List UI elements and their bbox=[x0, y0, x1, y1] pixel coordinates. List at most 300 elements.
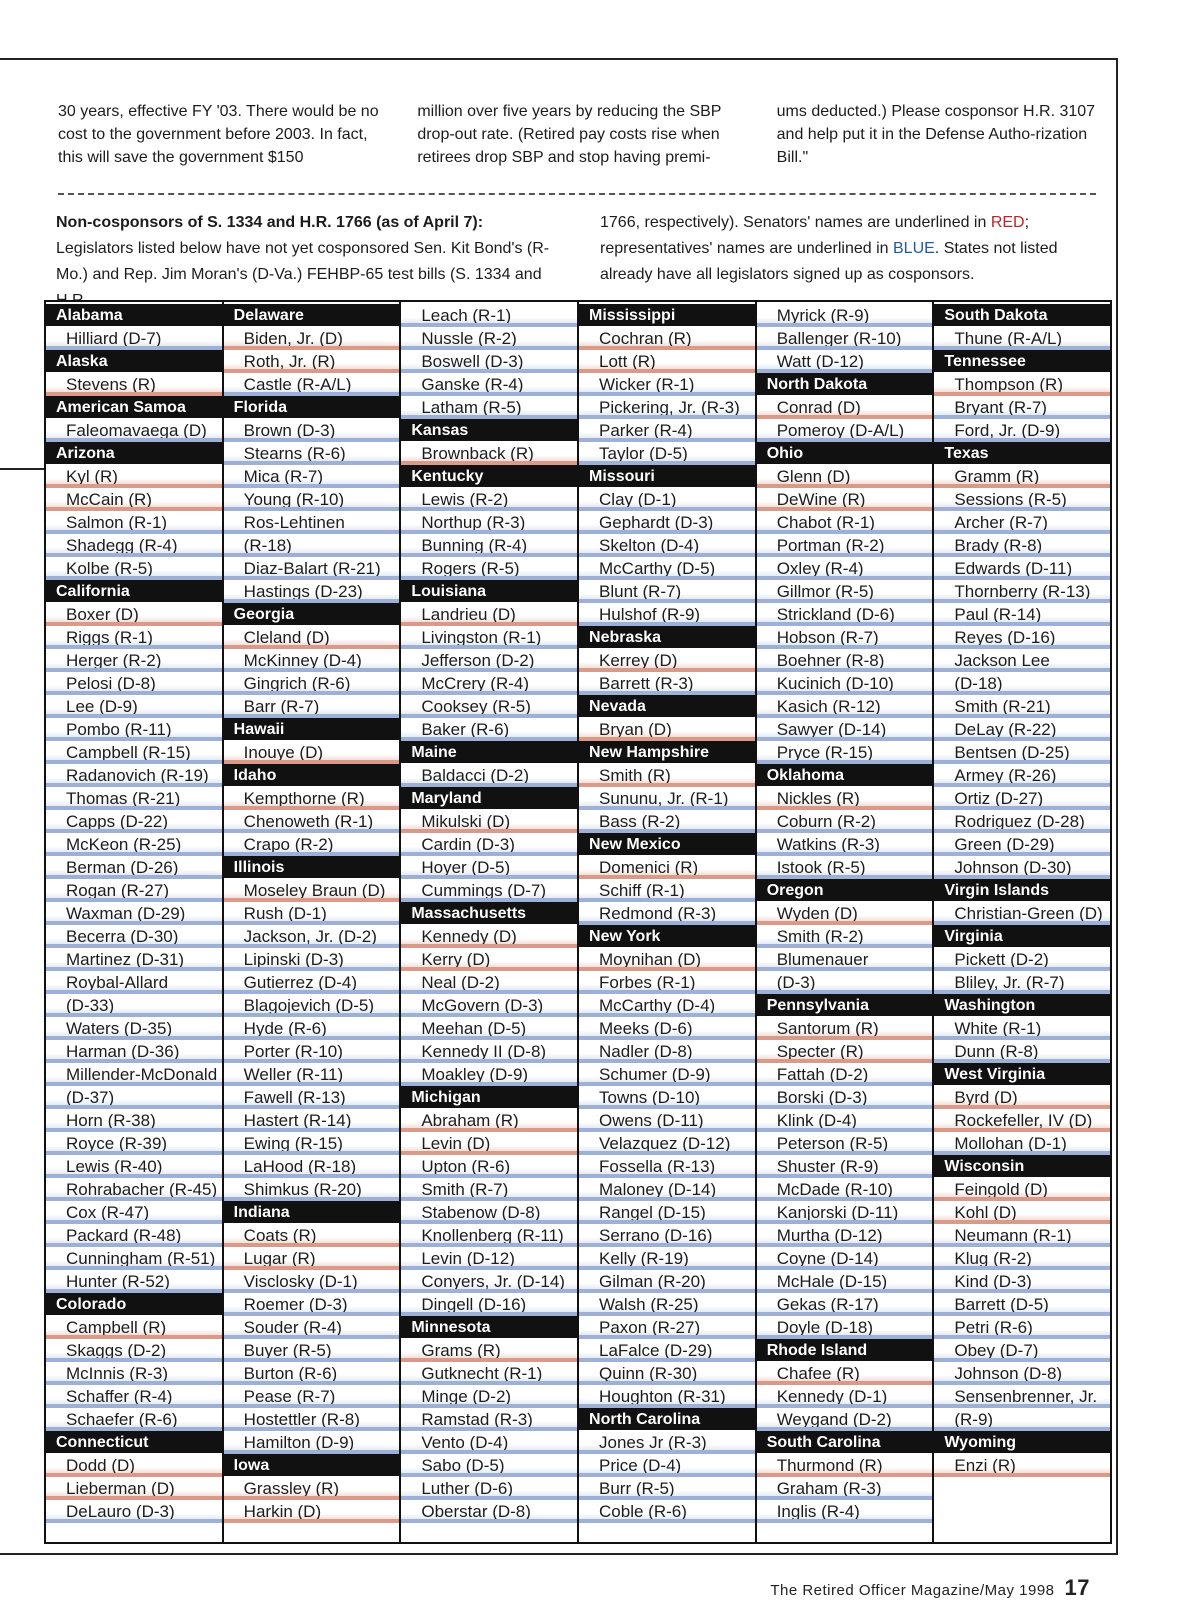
representative-entry: Ortiz (D-27) bbox=[934, 787, 1110, 810]
state-header: Illinois bbox=[224, 856, 400, 879]
representative-entry: Leach (R-1) bbox=[401, 304, 577, 327]
representative-entry: Rogan (R-27) bbox=[46, 879, 222, 902]
representative-entry: Waters (D-35) bbox=[46, 1017, 222, 1040]
representative-entry: Shadegg (R-4) bbox=[46, 534, 222, 557]
representative-entry: Sessions (R-5) bbox=[934, 488, 1110, 511]
representative-entry: Oxley (R-4) bbox=[757, 557, 933, 580]
representative-entry: Oberstar (D-8) bbox=[401, 1500, 577, 1523]
senator-entry: Lott (R) bbox=[579, 350, 755, 373]
representative-entry: Rangel (D-15) bbox=[579, 1201, 755, 1224]
representative-entry: McInnis (R-3) bbox=[46, 1362, 222, 1385]
representative-entry: Dunn (R-8) bbox=[934, 1040, 1110, 1063]
state-header: Virginia bbox=[934, 925, 1110, 948]
representative-entry: Cunningham (R-51) bbox=[46, 1247, 222, 1270]
senator-entry: Kerry (D) bbox=[401, 948, 577, 971]
representative-entry: Hyde (R-6) bbox=[224, 1017, 400, 1040]
senator-entry: Kennedy (D) bbox=[401, 925, 577, 948]
representative-entry: Portman (R-2) bbox=[757, 534, 933, 557]
senator-entry: Lugar (R) bbox=[224, 1247, 400, 1270]
intro-col-2: million over five years by reducing the SBP drop-out rate. (Retired pay costs rise when retirees drop SBP and stop having premi- bbox=[417, 103, 722, 166]
representative-entry: Weygand (D-2) bbox=[757, 1408, 933, 1431]
state-header: Idaho bbox=[224, 764, 400, 787]
representative-entry: Radanovich (R-19) bbox=[46, 764, 222, 787]
representative-entry: Castle (R-A/L) bbox=[224, 373, 400, 396]
representative-entry: Moakley (D-9) bbox=[401, 1063, 577, 1086]
representative-entry: Cooksey (R-5) bbox=[401, 695, 577, 718]
representative-entry: Nussle (R-2) bbox=[401, 327, 577, 350]
representative-entry: Weller (R-11) bbox=[224, 1063, 400, 1086]
representative-entry: Ganske (R-4) bbox=[401, 373, 577, 396]
state-header: Washington bbox=[934, 994, 1110, 1017]
representative-entry: Pease (R-7) bbox=[224, 1385, 400, 1408]
representative-entry: Houghton (R-31) bbox=[579, 1385, 755, 1408]
senator-entry: Campbell (R) bbox=[46, 1316, 222, 1339]
representative-entry: Latham (R-5) bbox=[401, 396, 577, 419]
representative-entry: Bentsen (D-25) bbox=[934, 741, 1110, 764]
representative-entry: Rogers (R-5) bbox=[401, 557, 577, 580]
representative-entry: McCrery (R-4) bbox=[401, 672, 577, 695]
state-header: Michigan bbox=[401, 1086, 577, 1109]
representative-entry: Hostettler (R-8) bbox=[224, 1408, 400, 1431]
representative-entry: Bunning (R-4) bbox=[401, 534, 577, 557]
representative-entry: Kennedy II (D-8) bbox=[401, 1040, 577, 1063]
representative-entry: Dingell (D-16) bbox=[401, 1293, 577, 1316]
senator-entry: Glenn (D) bbox=[757, 465, 933, 488]
state-header: Florida bbox=[224, 396, 400, 419]
representative-entry: Ros-Lehtinen bbox=[224, 511, 400, 534]
representative-entry: Taylor (D-5) bbox=[579, 442, 755, 465]
state-header: Maine bbox=[401, 741, 577, 764]
representative-entry: Watkins (R-3) bbox=[757, 833, 933, 856]
representative-entry: Horn (R-38) bbox=[46, 1109, 222, 1132]
state-header: Nebraska bbox=[579, 626, 755, 649]
representative-entry: Schiff (R-1) bbox=[579, 879, 755, 902]
representative-entry: Shuster (R-9) bbox=[757, 1155, 933, 1178]
representative-entry: Burr (R-5) bbox=[579, 1477, 755, 1500]
representative-entry: Packard (R-48) bbox=[46, 1224, 222, 1247]
state-header: Delaware bbox=[224, 304, 400, 327]
representative-entry: Lewis (R-40) bbox=[46, 1155, 222, 1178]
representative-entry: Lewis (R-2) bbox=[401, 488, 577, 511]
state-header: Maryland bbox=[401, 787, 577, 810]
representative-entry: Klink (D-4) bbox=[757, 1109, 933, 1132]
senator-entry: Grams (R) bbox=[401, 1339, 577, 1362]
representative-entry: Bliley, Jr. (R-7) bbox=[934, 971, 1110, 994]
representative-entry: Lee (D-9) bbox=[46, 695, 222, 718]
representative-entry: Barrett (D-5) bbox=[934, 1293, 1110, 1316]
representative-entry: Faleomavaega (D) bbox=[46, 419, 222, 442]
representative-entry: Shimkus (R-20) bbox=[224, 1178, 400, 1201]
table-column-6 bbox=[934, 302, 1110, 1542]
representative-entry: Millender-McDonald bbox=[46, 1063, 222, 1086]
senator-entry: Stevens (R) bbox=[46, 373, 222, 396]
representative-entry: Cardin (D-3) bbox=[401, 833, 577, 856]
state-header: Mississippi bbox=[579, 304, 755, 327]
representative-entry: Chabot (R-1) bbox=[757, 511, 933, 534]
representative-entry: Gilman (R-20) bbox=[579, 1270, 755, 1293]
representative-entry: Thornberry (R-13) bbox=[934, 580, 1110, 603]
representative-entry: Knollenberg (R-11) bbox=[401, 1224, 577, 1247]
representative-entry: Boehner (R-8) bbox=[757, 649, 933, 672]
representative-entry: Luther (D-6) bbox=[401, 1477, 577, 1500]
representative-entry: Hastert (R-14) bbox=[224, 1109, 400, 1132]
representative-entry: Capps (D-22) bbox=[46, 810, 222, 833]
representative-entry: Kasich (R-12) bbox=[757, 695, 933, 718]
representative-entry: Paxon (R-27) bbox=[579, 1316, 755, 1339]
representative-entry: Gephardt (D-3) bbox=[579, 511, 755, 534]
representative-entry: Wicker (R-1) bbox=[579, 373, 755, 396]
representative-entry: Jackson Lee bbox=[934, 649, 1110, 672]
representative-entry: Cox (R-47) bbox=[46, 1201, 222, 1224]
representative-entry: Watt (D-12) bbox=[757, 350, 933, 373]
representative-entry: Sununu, Jr. (R-1) bbox=[579, 787, 755, 810]
representative-entry: Kucinich (D-10) bbox=[757, 672, 933, 695]
representative-entry: Boswell (D-3) bbox=[401, 350, 577, 373]
representative-entry: Bass (R-2) bbox=[579, 810, 755, 833]
representative-entry: Barrett (R-3) bbox=[579, 672, 755, 695]
representative-entry: Royce (R-39) bbox=[46, 1132, 222, 1155]
representative-entry: Ewing (R-15) bbox=[224, 1132, 400, 1155]
representative-entry: Edwards (D-11) bbox=[934, 557, 1110, 580]
note-col-1 bbox=[56, 210, 562, 314]
representative-entry: (D-37) bbox=[46, 1086, 222, 1109]
representative-entry: Green (D-29) bbox=[934, 833, 1110, 856]
representative-entry: Sensenbrenner, Jr. bbox=[934, 1385, 1110, 1408]
state-header: Oregon bbox=[757, 879, 933, 902]
representative-entry: Neal (D-2) bbox=[401, 971, 577, 994]
representative-entry: McKeon (R-25) bbox=[46, 833, 222, 856]
state-header: Wisconsin bbox=[934, 1155, 1110, 1178]
representative-entry: McGovern (D-3) bbox=[401, 994, 577, 1017]
representative-entry: Meehan (D-5) bbox=[401, 1017, 577, 1040]
senator-entry: Abraham (R) bbox=[401, 1109, 577, 1132]
senator-entry: Wyden (D) bbox=[757, 902, 933, 925]
representative-entry: Hastings (D-23) bbox=[224, 580, 400, 603]
representative-entry: Kennedy (D-1) bbox=[757, 1385, 933, 1408]
representative-entry: Hobson (R-7) bbox=[757, 626, 933, 649]
state-header: Pennsylvania bbox=[757, 994, 933, 1017]
senator-entry: Grassley (R) bbox=[224, 1477, 400, 1500]
representative-entry: Ford, Jr. (D-9) bbox=[934, 419, 1110, 442]
state-header: Connecticut bbox=[46, 1431, 222, 1454]
senator-entry: Smith (R) bbox=[579, 764, 755, 787]
state-header: Tennessee bbox=[934, 350, 1110, 373]
senator-entry: Kempthorne (R) bbox=[224, 787, 400, 810]
representative-entry: Porter (R-10) bbox=[224, 1040, 400, 1063]
state-header: Alaska bbox=[46, 350, 222, 373]
representative-entry: LaFalce (D-29) bbox=[579, 1339, 755, 1362]
representative-entry: Skelton (D-4) bbox=[579, 534, 755, 557]
intro-col-1: 30 years, effective FY '03. There would be no cost to the government before 2003. In fact, this will save the government $150 bbox=[58, 103, 379, 166]
representative-entry: Chenoweth (R-1) bbox=[224, 810, 400, 833]
representative-entry: Roemer (D-3) bbox=[224, 1293, 400, 1316]
representative-entry: Roybal-Allard bbox=[46, 971, 222, 994]
representative-entry: Obey (D-7) bbox=[934, 1339, 1110, 1362]
representative-entry: Myrick (R-9) bbox=[757, 304, 933, 327]
senator-entry: Biden, Jr. (D) bbox=[224, 327, 400, 350]
representative-entry: Paul (R-14) bbox=[934, 603, 1110, 626]
representative-entry: Bryant (R-7) bbox=[934, 396, 1110, 419]
blue-keyword: BLUE bbox=[893, 240, 935, 257]
representative-entry: Meeks (D-6) bbox=[579, 1017, 755, 1040]
representative-entry: Gekas (R-17) bbox=[757, 1293, 933, 1316]
state-header: Alabama bbox=[46, 304, 222, 327]
representative-entry: Stearns (R-6) bbox=[224, 442, 400, 465]
state-header: Virgin Islands bbox=[934, 879, 1110, 902]
representative-entry: Pelosi (D-8) bbox=[46, 672, 222, 695]
senator-entry: Moynihan (D) bbox=[579, 948, 755, 971]
representative-entry: Gingrich (R-6) bbox=[224, 672, 400, 695]
representative-entry: Jackson, Jr. (D-2) bbox=[224, 925, 400, 948]
representative-entry: Lipinski (D-3) bbox=[224, 948, 400, 971]
representative-entry: Hilliard (D-7) bbox=[46, 327, 222, 350]
state-header: Iowa bbox=[224, 1454, 400, 1477]
representative-entry: McCarthy (D-5) bbox=[579, 557, 755, 580]
representative-entry: Baldacci (D-2) bbox=[401, 764, 577, 787]
senator-entry: Rockefeller, IV (D) bbox=[934, 1109, 1110, 1132]
representative-entry: Skaggs (D-2) bbox=[46, 1339, 222, 1362]
senator-entry: Thompson (R) bbox=[934, 373, 1110, 396]
representative-entry: Rodriguez (D-28) bbox=[934, 810, 1110, 833]
representative-entry: Thomas (R-21) bbox=[46, 787, 222, 810]
representative-entry: Hamilton (D-9) bbox=[224, 1431, 400, 1454]
representative-entry: Waxman (D-29) bbox=[46, 902, 222, 925]
representative-entry: Borski (D-3) bbox=[757, 1086, 933, 1109]
representative-entry: Inglis (R-4) bbox=[757, 1500, 933, 1523]
state-header: Georgia bbox=[224, 603, 400, 626]
representative-entry: Brady (R-8) bbox=[934, 534, 1110, 557]
representative-entry: Pickering, Jr. (R-3) bbox=[579, 396, 755, 419]
representative-entry: Campbell (R-15) bbox=[46, 741, 222, 764]
representative-entry: Parker (R-4) bbox=[579, 419, 755, 442]
representative-entry: Blunt (R-7) bbox=[579, 580, 755, 603]
state-header: Arizona bbox=[46, 442, 222, 465]
legislator-table bbox=[44, 300, 1112, 1544]
senator-entry: Domenici (R) bbox=[579, 856, 755, 879]
intro-text bbox=[58, 100, 1098, 180]
representative-entry: Mollohan (D-1) bbox=[934, 1132, 1110, 1155]
dashed-divider bbox=[58, 193, 1096, 195]
representative-entry: Coble (R-6) bbox=[579, 1500, 755, 1523]
representative-entry: Souder (R-4) bbox=[224, 1316, 400, 1339]
representative-entry: Neumann (R-1) bbox=[934, 1224, 1110, 1247]
senator-entry: Kerrey (D) bbox=[579, 649, 755, 672]
representative-entry: Cummings (D-7) bbox=[401, 879, 577, 902]
representative-entry: Graham (R-3) bbox=[757, 1477, 933, 1500]
representative-entry: Crapo (R-2) bbox=[224, 833, 400, 856]
state-header: Ohio bbox=[757, 442, 933, 465]
representative-entry: Fattah (D-2) bbox=[757, 1063, 933, 1086]
representative-entry: Brown (D-3) bbox=[224, 419, 400, 442]
senator-entry: Cleland (D) bbox=[224, 626, 400, 649]
state-header: West Virginia bbox=[934, 1063, 1110, 1086]
representative-entry: Schaffer (R-4) bbox=[46, 1385, 222, 1408]
senator-entry: McCain (R) bbox=[46, 488, 222, 511]
representative-entry: Maloney (D-14) bbox=[579, 1178, 755, 1201]
state-header: Indiana bbox=[224, 1201, 400, 1224]
representative-entry: Blagojevich (D-5) bbox=[224, 994, 400, 1017]
representative-entry: Levin (D-12) bbox=[401, 1247, 577, 1270]
page-footer bbox=[770, 1575, 1090, 1601]
state-header: Texas bbox=[934, 442, 1110, 465]
representative-entry: Kind (D-3) bbox=[934, 1270, 1110, 1293]
representative-entry: Diaz-Balart (R-21) bbox=[224, 557, 400, 580]
representative-entry: Conyers, Jr. (D-14) bbox=[401, 1270, 577, 1293]
senator-entry: Boxer (D) bbox=[46, 603, 222, 626]
table-column-3 bbox=[401, 302, 579, 1542]
senator-entry: Feingold (D) bbox=[934, 1178, 1110, 1201]
representative-entry: Kanjorski (D-11) bbox=[757, 1201, 933, 1224]
state-header: California bbox=[46, 580, 222, 603]
representative-entry: Coburn (R-2) bbox=[757, 810, 933, 833]
representative-entry: Riggs (R-1) bbox=[46, 626, 222, 649]
senator-entry: Enzi (R) bbox=[934, 1454, 1110, 1477]
representative-entry: Baker (R-6) bbox=[401, 718, 577, 741]
senator-entry: Byrd (D) bbox=[934, 1086, 1110, 1109]
representative-entry: (R-18) bbox=[224, 534, 400, 557]
representative-entry: Young (R-10) bbox=[224, 488, 400, 511]
representative-entry: Burton (R-6) bbox=[224, 1362, 400, 1385]
representative-entry: Fawell (R-13) bbox=[224, 1086, 400, 1109]
representative-entry: Mica (R-7) bbox=[224, 465, 400, 488]
representative-entry: McKinney (D-4) bbox=[224, 649, 400, 672]
state-header: Colorado bbox=[46, 1293, 222, 1316]
representative-entry: Archer (R-7) bbox=[934, 511, 1110, 534]
representative-entry: Barr (R-7) bbox=[224, 695, 400, 718]
state-header: Oklahoma bbox=[757, 764, 933, 787]
senator-entry: Roth, Jr. (R) bbox=[224, 350, 400, 373]
representative-entry: Serrano (D-16) bbox=[579, 1224, 755, 1247]
senator-entry: DeWine (R) bbox=[757, 488, 933, 511]
note-body-1: Legislators listed below have not yet cosponsored Sen. Kit Bond's (R-Mo.) and Rep. Jim Moran's (D-Va.) FEHBP-65 test bills (S. 1334 and bbox=[56, 240, 550, 283]
representative-entry: (D-18) bbox=[934, 672, 1110, 695]
state-header: New Hampshire bbox=[579, 741, 755, 764]
representative-entry: Upton (R-6) bbox=[401, 1155, 577, 1178]
representative-entry: Coyne (D-14) bbox=[757, 1247, 933, 1270]
representative-entry: McCarthy (D-4) bbox=[579, 994, 755, 1017]
representative-entry: Schaefer (R-6) bbox=[46, 1408, 222, 1431]
table-column-5 bbox=[757, 302, 935, 1542]
representative-entry: Johnson (D-8) bbox=[934, 1362, 1110, 1385]
representative-entry: Jones Jr (R-3) bbox=[579, 1431, 755, 1454]
representative-entry: McDade (R-10) bbox=[757, 1178, 933, 1201]
representative-entry: (D-33) bbox=[46, 994, 222, 1017]
representative-entry: Rohrabacher (R-45) bbox=[46, 1178, 222, 1201]
representative-entry: Pryce (R-15) bbox=[757, 741, 933, 764]
note-body-2b: ; representatives' names are underlined in bbox=[600, 214, 1030, 257]
senator-entry: Conrad (D) bbox=[757, 396, 933, 419]
representative-entry: Istook (R-5) bbox=[757, 856, 933, 879]
representative-entry: (D-3) bbox=[757, 971, 933, 994]
note-body-2a: 1766, respectively). Senators' names are underlined in bbox=[600, 214, 991, 231]
representative-entry: Blumenauer bbox=[757, 948, 933, 971]
representative-entry: Martinez (D-31) bbox=[46, 948, 222, 971]
state-header: North Dakota bbox=[757, 373, 933, 396]
senator-entry: Cochran (R) bbox=[579, 327, 755, 350]
representative-entry: Nadler (D-8) bbox=[579, 1040, 755, 1063]
representative-entry: White (R-1) bbox=[934, 1017, 1110, 1040]
representative-entry: Murtha (D-12) bbox=[757, 1224, 933, 1247]
representative-entry: Jefferson (D-2) bbox=[401, 649, 577, 672]
representative-entry: Minge (D-2) bbox=[401, 1385, 577, 1408]
representative-entry: Hulshof (R-9) bbox=[579, 603, 755, 626]
state-header: Wyoming bbox=[934, 1431, 1110, 1454]
representative-entry: Doyle (D-18) bbox=[757, 1316, 933, 1339]
representative-entry: Walsh (R-25) bbox=[579, 1293, 755, 1316]
representative-entry: Northup (R-3) bbox=[401, 511, 577, 534]
state-header: Hawaii bbox=[224, 718, 400, 741]
senator-entry: Inouye (D) bbox=[224, 741, 400, 764]
representative-entry: McHale (D-15) bbox=[757, 1270, 933, 1293]
senator-entry: Chafee (R) bbox=[757, 1362, 933, 1385]
representative-entry: Hunter (R-52) bbox=[46, 1270, 222, 1293]
state-header: Missouri bbox=[579, 465, 755, 488]
representative-entry: Clay (D-1) bbox=[579, 488, 755, 511]
representative-entry: Thune (R-A/L) bbox=[934, 327, 1110, 350]
representative-entry: Fossella (R-13) bbox=[579, 1155, 755, 1178]
representative-entry: Stabenow (D-8) bbox=[401, 1201, 577, 1224]
representative-entry: Peterson (R-5) bbox=[757, 1132, 933, 1155]
representative-entry: Visclosky (D-1) bbox=[224, 1270, 400, 1293]
representative-entry: Owens (D-11) bbox=[579, 1109, 755, 1132]
state-header: New Mexico bbox=[579, 833, 755, 856]
representative-entry: Petri (R-6) bbox=[934, 1316, 1110, 1339]
representative-entry: Redmond (R-3) bbox=[579, 902, 755, 925]
representative-entry: Hoyer (D-5) bbox=[401, 856, 577, 879]
senator-entry: Coats (R) bbox=[224, 1224, 400, 1247]
representative-entry: Johnson (D-30) bbox=[934, 856, 1110, 879]
representative-entry: Price (D-4) bbox=[579, 1454, 755, 1477]
representative-entry: Armey (R-26) bbox=[934, 764, 1110, 787]
state-header: North Carolina bbox=[579, 1408, 755, 1431]
representative-entry: (R-9) bbox=[934, 1408, 1110, 1431]
representative-entry: Salmon (R-1) bbox=[46, 511, 222, 534]
state-header: Kansas bbox=[401, 419, 577, 442]
senator-entry: Santorum (R) bbox=[757, 1017, 933, 1040]
senator-entry: Bryan (D) bbox=[579, 718, 755, 741]
representative-entry: Quinn (R-30) bbox=[579, 1362, 755, 1385]
representative-entry: Towns (D-10) bbox=[579, 1086, 755, 1109]
state-header: American Samoa bbox=[46, 396, 222, 419]
state-header: New York bbox=[579, 925, 755, 948]
representative-entry: Pickett (D-2) bbox=[934, 948, 1110, 971]
senator-entry: Harkin (D) bbox=[224, 1500, 400, 1523]
senator-entry: Kohl (D) bbox=[934, 1201, 1110, 1224]
table-column-4 bbox=[579, 302, 757, 1542]
page-number: 17 bbox=[1064, 1575, 1090, 1600]
representative-entry: Vento (D-4) bbox=[401, 1431, 577, 1454]
senator-entry: Brownback (R) bbox=[401, 442, 577, 465]
senator-entry: Dodd (D) bbox=[46, 1454, 222, 1477]
senator-entry: Moseley Braun (D) bbox=[224, 879, 400, 902]
note-lead: Non-cosponsors of S. 1334 and H.R. 1766 (as of April 7): bbox=[56, 214, 484, 231]
representative-entry: Berman (D-26) bbox=[46, 856, 222, 879]
state-header: South Dakota bbox=[934, 304, 1110, 327]
senator-entry: Lieberman (D) bbox=[46, 1477, 222, 1500]
table-column-2 bbox=[224, 302, 402, 1542]
state-header: South Carolina bbox=[757, 1431, 933, 1454]
representative-entry: Ramstad (R-3) bbox=[401, 1408, 577, 1431]
state-header: Louisiana bbox=[401, 580, 577, 603]
representative-entry: Buyer (R-5) bbox=[224, 1339, 400, 1362]
representative-entry: Ballenger (R-10) bbox=[757, 327, 933, 350]
representative-entry: Kolbe (R-5) bbox=[46, 557, 222, 580]
representative-entry: Velazquez (D-12) bbox=[579, 1132, 755, 1155]
state-header: Minnesota bbox=[401, 1316, 577, 1339]
representative-entry: Rush (D-1) bbox=[224, 902, 400, 925]
publication-name: The Retired Officer Magazine/May 1998 bbox=[770, 1582, 1055, 1599]
table-column-1 bbox=[46, 302, 224, 1542]
